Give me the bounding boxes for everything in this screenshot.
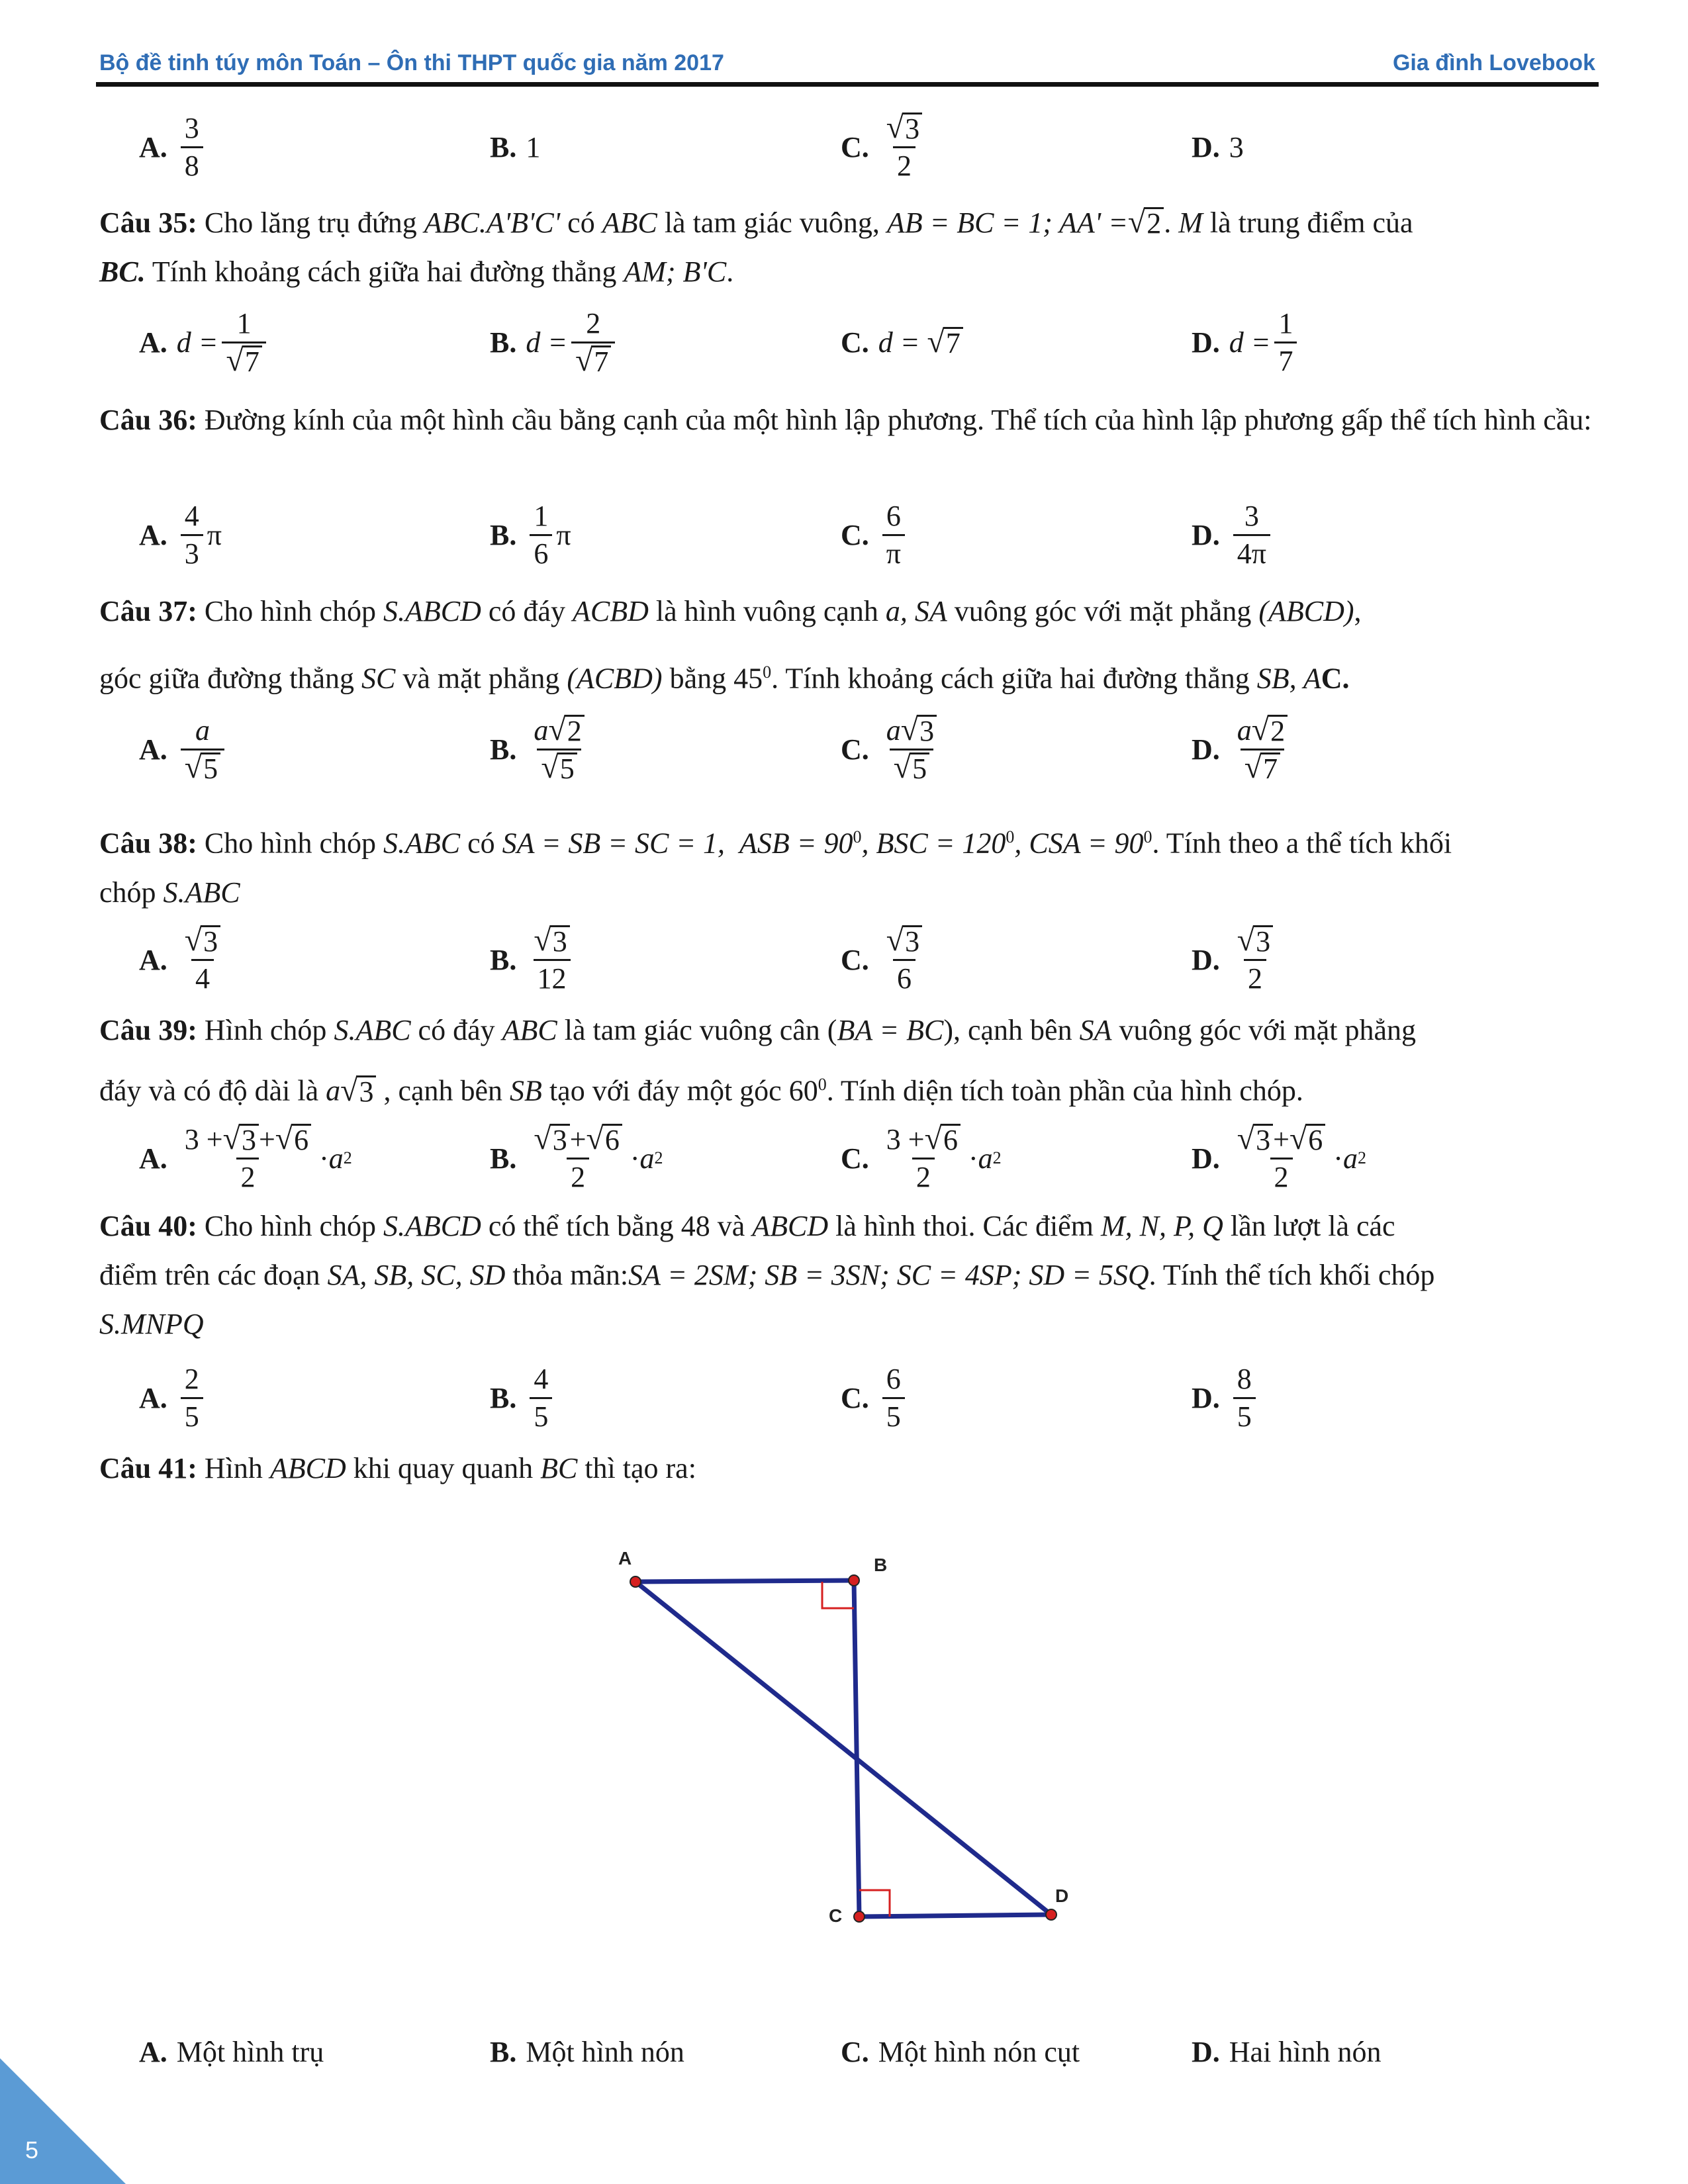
q34-option-c: C. √ 3 2 [841,107,930,187]
q40-options [139,1358,1595,1437]
question-40: Câu 40: Cho hình chóp S.ABCD có thể tích bằng 48 và ABCD là hình thoi. Các điểm M, N, P, Q lần lượt là các điểm trên các đoạn SA, SB, SC, SD thỏa mãn:SA = 2SM; SB = 3SN; SC = 4SP; SD = 5SQ. Tính thể tích khối chóp S.MNPQ [99,1210,1435,1340]
q39-option-d: D. √ 3 + √ 6 2 · a 2 [1192,1120,1366,1193]
q39-option-b: B. √ 3 + √ 6 2 · a 2 [490,1120,663,1193]
q37-option-c: C. a √ 3 √ 5 [841,709,945,789]
label-b: B [874,1555,888,1575]
q34-option-a: A. $\frac{3}{8}$ [139,107,207,187]
header-brand: Gia đình Lovebook [1392,50,1595,75]
q35-option-b: B. d = 2 √ 7 [490,302,619,382]
point-c [854,1911,865,1922]
point-a [630,1576,641,1587]
q37-option-d: D. a √ 2 √ 7 [1192,709,1295,789]
segment-cd [859,1915,1051,1917]
q35-options [139,302,1595,382]
q41-option-c: C. Một hình nón cụt [841,2035,1080,2068]
q35-option-c: C. d = √ 7 [841,302,963,382]
header-rule [96,82,1599,87]
geometry-figure [596,1542,1125,1959]
q36-option-d: D. $\frac{3}{4\pi}$ [1192,495,1274,574]
label-a: A [618,1548,632,1569]
q37-option-a: A. a √ 5 [139,709,228,789]
question-35: Câu 35: Cho lăng trụ đứng ABC.A'B'C' có ABC là tam giác vuông, AB = BC = 1; AA' = √ 2 . M là trung điểm của BC. Tính khoảng cách giữa hai đường thẳng AM; B'C. [99,205,1413,288]
page-header [99,48,1595,85]
q41-option-b: B. Một hình nón [490,2035,684,2068]
question-41: Câu 41: Hình ABCD khi quay quanh BC thì tạo ra: [99,1452,696,1484]
corner-triangle [0,2058,126,2184]
question-39: Câu 39: Hình chóp S.ABC có đáy ABC là tam giác vuông cân (BA = BC), cạnh bên SA vuông góc với mặt phẳng đáy và có độ dài là a √ 3 , cạnh bên SB tạo với đáy một góc $60^0$. Tính diện tích toàn phần của hình chóp. [99,1014,1416,1108]
point-b [849,1575,859,1586]
q41-options [139,2012,1595,2091]
q40-option-a: A. $\frac{2}{5}$ [139,1358,207,1437]
q41-option-a: A. Một hình trụ [139,2035,324,2068]
right-angle-b-icon [822,1582,854,1608]
q38-option-b: B. √ 3 12 [490,920,578,999]
q40-option-c: C. $\frac{6}{5}$ [841,1358,909,1437]
q34-option-d: D. 3 [1192,130,1244,163]
label-d: D [1055,1886,1069,1906]
q38-option-a: A. √ 3 4 [139,920,228,999]
q36-options [139,495,1595,574]
q38-option-c: C. √ 3 6 [841,920,930,999]
q38-options [139,920,1595,999]
q37-option-b: B. a √ 2 √ 5 [490,709,592,789]
label-c: C [829,1905,843,1926]
q39-option-c: C. 3 + √ 6 2 · a 2 [841,1120,1002,1193]
q40-option-b: B. $\frac{4}{5}$ [490,1358,556,1437]
q37-options [139,709,1595,789]
right-angle-c-icon [859,1890,890,1917]
point-d [1046,1909,1056,1920]
q39-option-a: A. 3 + √ 3 + √ 6 2 · a 2 [139,1120,352,1193]
q36-option-a: A. $\frac{4}{3}$ π [139,499,222,570]
header-title: Bộ đề tinh túy môn Toán – Ôn thi THPT quốc gia năm 2017 [99,50,724,75]
q40-option-d: D. $\frac{8}{5}$ [1192,1358,1260,1437]
q34-options [139,107,1595,187]
q36-option-b: B. $\frac{1}{6}$ π [490,499,571,570]
question-36: Câu 36: Đường kính của một hình cầu bằng cạnh của một hình lập phương. Thể tích của hình lập phương gấp thể tích hình cầu: [99,404,1592,436]
q34-option-b: B. 1 [490,130,541,163]
q35-option-d: D. d = $\frac{1}{7}$ [1192,302,1301,382]
page-number: 5 [25,2136,39,2163]
q36-option-c: C. $\frac{6}{\pi}$ [841,495,909,574]
q38-option-d: D. √ 3 2 [1192,920,1281,999]
segment-ab [635,1580,854,1582]
q39-options [139,1118,1595,1198]
question-37: Câu 37: Cho hình chóp S.ABCD có đáy ACBD là hình vuông cạnh a, SA vuông góc với mặt phẳng (ABCD), góc giữa đường thẳng SC và mặt phẳng (ACBD) bằng $45^0$. Tính khoảng cách giữa hai đường thẳng SB, AC. [99,595,1362,695]
segment-bc [854,1580,859,1917]
question-38: Câu 38: Cho hình chóp S.ABC có SA = SB = SC = 1, ASB = $90^0$, BSC = $120^0$, CSA = $90^0$. Tính theo a thể tích khối chóp S.ABC [99,827,1452,909]
segment-ad [635,1582,1051,1915]
q41-option-d: D. Hai hình nón [1192,2035,1382,2068]
q35-option-a: A. d = 1 √ 7 [139,302,270,382]
